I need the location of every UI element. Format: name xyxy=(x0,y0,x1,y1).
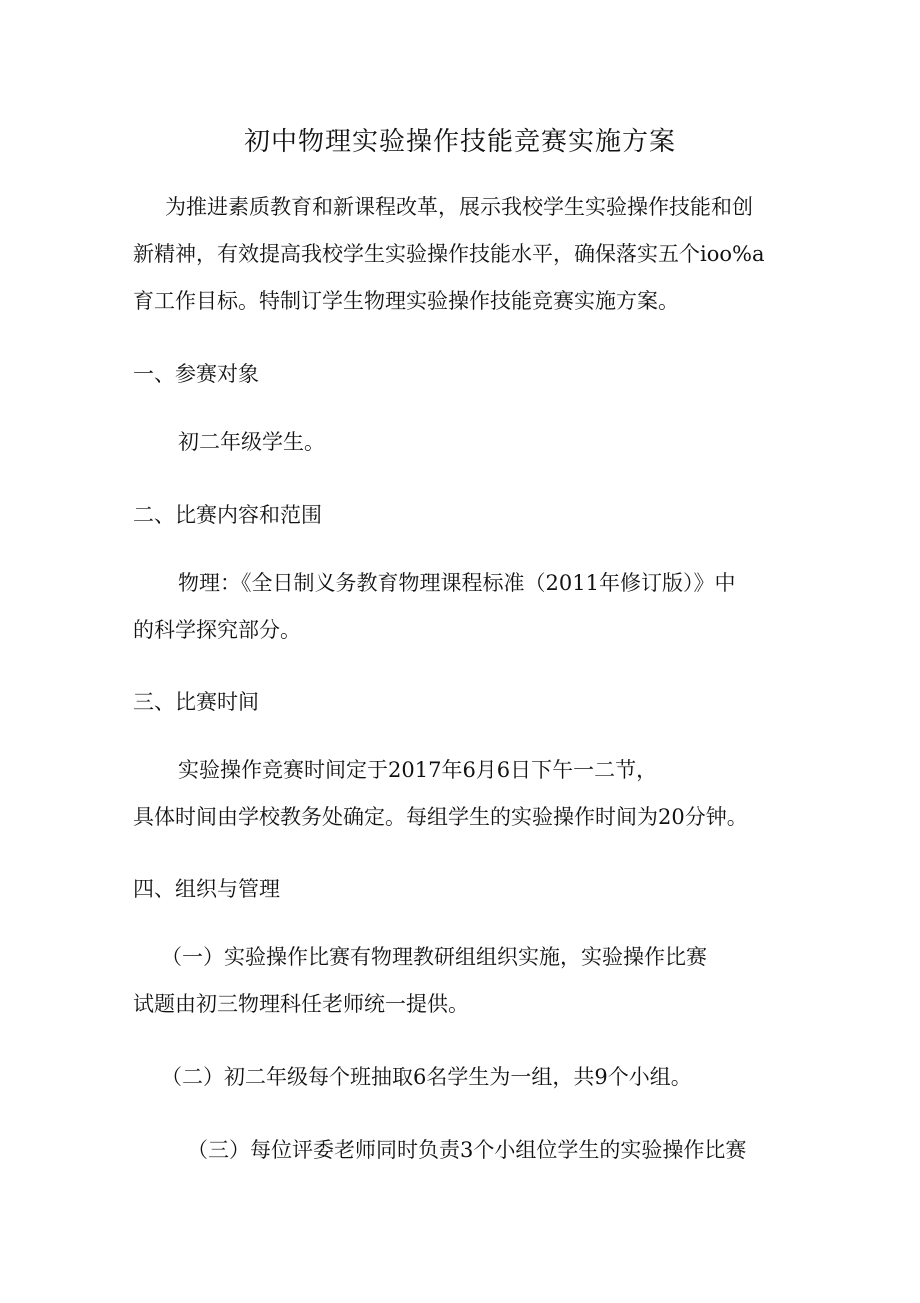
intro-line-2: 新精神，有效提高我校学生实验操作技能水平，确保落实五个ioo%a xyxy=(133,242,765,266)
section-4-item-1-line-2: 试题由初三物理科任老师统一提供。 xyxy=(133,992,469,1016)
section-1-body: 初二年级学生。 xyxy=(178,430,325,454)
section-4-item-3: （三）每位评委老师同时负责3个小组位学生的实验操作比赛 xyxy=(187,1138,747,1162)
section-4-heading: 四、组织与管理 xyxy=(133,877,280,901)
section-4-item-2: （二）初二年级每个班抽取6名学生为一组，共9个小组。 xyxy=(161,1065,692,1089)
section-3-line-2: 具体时间由学校教务处确定。每组学生的实验操作时间为20分钟。 xyxy=(133,805,748,829)
section-3-line-1: 实验操作竞赛时间定于2017年6月6日下午一二节， xyxy=(178,758,658,782)
section-3-heading: 三、比赛时间 xyxy=(133,690,259,714)
section-2-heading: 二、比赛内容和范围 xyxy=(133,503,322,527)
section-4-item-1-line-1: （一）实验操作比赛有物理教研组组织实施，实验操作比赛 xyxy=(161,945,707,969)
section-2-line-1: 物理：《全日制义务教育物理课程标准（2011年修订版）》中 xyxy=(178,571,736,595)
intro-line-1: 为推进素质教育和新课程改革，展示我校学生实验操作技能和创 xyxy=(165,195,753,219)
section-2-line-2: 的科学探究部分。 xyxy=(133,618,301,642)
intro-line-3: 育工作目标。特制订学生物理实验操作技能竞赛实施方案。 xyxy=(133,289,679,313)
section-1-heading: 一、参赛对象 xyxy=(133,362,259,386)
document-title: 初中物理实验操作技能竞赛实施方案 xyxy=(243,127,676,157)
